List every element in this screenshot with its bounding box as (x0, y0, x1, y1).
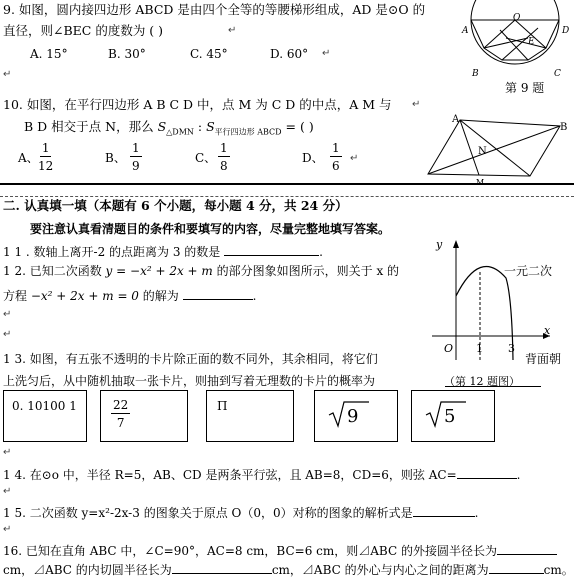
q10-option-d-num: 1 (332, 141, 340, 155)
q13-text-line1-tail: 背面朝 (525, 352, 562, 366)
return-mark-icon: ↵ (3, 524, 12, 535)
q13-card-2-fraction (111, 399, 130, 429)
q10-option-c-letter: C、 (195, 151, 217, 165)
q10-option-a-den: 12 (38, 159, 54, 173)
q10-label-n: N (478, 146, 487, 157)
q11-end: . (319, 245, 323, 259)
q9-option-b: B. 30° (108, 47, 146, 61)
q12-text-line1-tail: 一元二次 (504, 264, 553, 278)
q10-option-a-letter: A、 (18, 151, 39, 165)
q10-parallelogram-figure (418, 110, 574, 186)
q16-answer-blank-2[interactable] (172, 562, 272, 574)
q10-option-d-fraction (330, 142, 342, 172)
q10-label-m: M (476, 178, 485, 186)
q9-text-line2: 直径，则∠BEC 的度数为 ( ) (3, 23, 164, 38)
q10-option-b-den: 9 (132, 159, 140, 173)
q14-end: . (516, 468, 521, 482)
q12-text-line2 (3, 288, 256, 302)
q12-label-three: 3 (508, 342, 515, 355)
q10-text-line1: 10. 如图，在平行四边形 A B C D 中，点 M 为 C D 的中点，A M 与 (3, 97, 392, 112)
q10-option-c-num: 1 (220, 141, 228, 155)
q13-card-1 (3, 390, 87, 442)
q12-text-line1-post: 的部分图象如图所示，则关于 x 的 (216, 264, 400, 278)
q9-text-line1: 9. 如图，圆内接四边形 ABCD 是由四个全等的等腰梯形组成，AD 是⊙O 的 (3, 2, 426, 17)
return-mark-icon: ↵ (3, 447, 12, 458)
q10-option-c-den: 8 (220, 159, 228, 173)
q14-text (3, 467, 520, 481)
q13-card-5 (411, 390, 495, 442)
q9-option-a: A. 15° (30, 47, 68, 61)
q16-answer-blank-3[interactable] (489, 562, 544, 574)
q16-text-line1 (3, 543, 557, 557)
q10-label-a: A (452, 114, 460, 125)
q9-label-b: B (472, 69, 479, 78)
q13-card-3 (206, 390, 294, 442)
q12-label-one: 1 (476, 342, 483, 355)
q12-formula-a: y = −x² + 2x + m (105, 264, 213, 278)
q12-text-line2-post: 的解为 (142, 289, 179, 303)
q10-s2-sub: 平行四边形 ABCD (214, 127, 282, 137)
q13-card-5-value: 5 (444, 406, 456, 427)
q13-answer-blank[interactable] (445, 375, 541, 387)
q16-text-line2-end: cm。 (543, 563, 574, 577)
q10-s1-sub: △DMN (166, 127, 194, 137)
q16-text-line2-pre: cm，⊿ABC 的内切圆半径长为 (3, 563, 172, 577)
return-mark-icon: ↵ (412, 99, 421, 110)
q9-label-o: O (513, 13, 521, 23)
q12-end: . (252, 289, 257, 303)
section2-note: 要注意认真看清题目的条件和要填写的内容，尽量完整地填写答案。 (30, 222, 391, 236)
q16-text-line2-mid: cm，⊿ABC 的外心与内心之间的距离为 (271, 563, 489, 577)
q15-end: . (474, 506, 479, 520)
q12-text-line1-pre: 1 2. 已知二次函数 (3, 264, 102, 278)
q9-circle-figure (458, 0, 574, 78)
q10-option-b-fraction (130, 142, 142, 172)
return-mark-icon: ↵ (350, 153, 359, 164)
q10-label-b: B (560, 122, 568, 133)
q13-text-line1: 1 3. 如图，有五张不透明的卡片除正面的数不同外，其余相同，将它们 (3, 352, 378, 366)
q9-figure-caption: 第 9 题 (505, 81, 545, 95)
q11-answer-blank[interactable] (224, 244, 319, 256)
q13-card-4 (314, 390, 398, 442)
q13-card-3-value: Π (217, 399, 228, 413)
q9-label-e: E (528, 37, 535, 47)
q10-option-b-num: 1 (132, 141, 140, 155)
q15-text (3, 505, 478, 519)
q10-option-c-fraction (218, 142, 230, 172)
q10-colon: : (193, 119, 207, 134)
q10-text-line2-pre: B D 相交于点 N，那么 (24, 119, 154, 134)
q9-label-a: A (462, 26, 469, 36)
q13-card-4-value: 9 (347, 406, 359, 427)
q10-s2: S (206, 119, 215, 134)
q10-option-b-letter: B、 (105, 151, 126, 165)
return-mark-icon: ↵ (3, 309, 12, 320)
q12-text-line2-pre: 方程 (3, 289, 28, 303)
q9-option-c: C. 45° (190, 47, 228, 61)
sqrt-icon (424, 399, 468, 429)
q14-answer-blank[interactable] (457, 467, 517, 479)
q16-text-line1-body: 16. 已知在直角 ABC 中，∠C=90°，AC=8 cm，BC=6 cm，则⊿ABC 的外接圆半径长为 (3, 544, 497, 558)
q14-text-body: 1 4. 在⊙o 中，半径 R=5，AB、CD 是两条平行弦，且 AB=8，CD=6，则弦 AC= (3, 468, 457, 482)
q15-text-body: 1 5. 二次函数 y=x²-2x-3 的图象关于原点 O（0，0）对称的图象的解析式是 (3, 506, 413, 520)
q12-label-y: y (436, 238, 443, 251)
q13-card-2-num: 22 (113, 398, 129, 412)
q12-label-x: x (544, 324, 551, 337)
q9-option-d: D. 60° (270, 47, 309, 61)
q10-option-a-fraction (38, 142, 53, 172)
return-mark-icon: ↵ (3, 486, 12, 497)
return-mark-icon: ↵ (3, 69, 12, 80)
q12-parabola-graph (428, 236, 558, 364)
q13-card-1-value: 0. 10100 1 (12, 399, 77, 413)
q16-text-line2 (3, 562, 574, 576)
section2-title: 二. 认真填一填（本题有 6 个小题，每小题 4 分，共 24 分） (3, 198, 348, 213)
q10-option-d-letter: D、 (302, 151, 324, 165)
q12-figure-caption: （第 12 题图） (444, 375, 520, 388)
q10-option-a-num: 1 (41, 141, 50, 155)
q10-text-line2 (24, 121, 314, 137)
q9-label-d: D (562, 26, 570, 36)
q13-card-2 (100, 390, 188, 442)
sqrt-icon (327, 399, 371, 429)
q16-answer-blank-1[interactable] (497, 543, 557, 555)
q12-answer-blank[interactable] (183, 288, 253, 300)
q12-label-origin: O (444, 342, 454, 355)
return-mark-icon: ↵ (3, 329, 12, 340)
q15-answer-blank[interactable] (413, 505, 475, 517)
q11-text (3, 244, 323, 258)
q12-formula-b: −x² + 2x + m = 0 (30, 289, 139, 303)
q10-text-line2-post: = ( ) (281, 119, 314, 134)
section-dashed-rule (0, 196, 574, 197)
q13-card-2-den: 7 (116, 416, 125, 430)
return-mark-icon: ↵ (322, 48, 331, 59)
q10-s1: S (157, 119, 167, 134)
q13-text-line2: 上洗匀后，从中随机抽取一张卡片，则抽到写着无理数的卡片的概率为 (3, 374, 376, 388)
q10-option-d-den: 6 (332, 159, 340, 173)
q9-label-c: C (554, 69, 561, 78)
q12-text-line1 (3, 265, 399, 277)
q11-text-body: 1 1 . 数轴上离开-2 的点距离为 3 的数是 (3, 245, 221, 259)
section-divider (0, 183, 574, 185)
return-mark-icon: ↵ (228, 25, 237, 36)
